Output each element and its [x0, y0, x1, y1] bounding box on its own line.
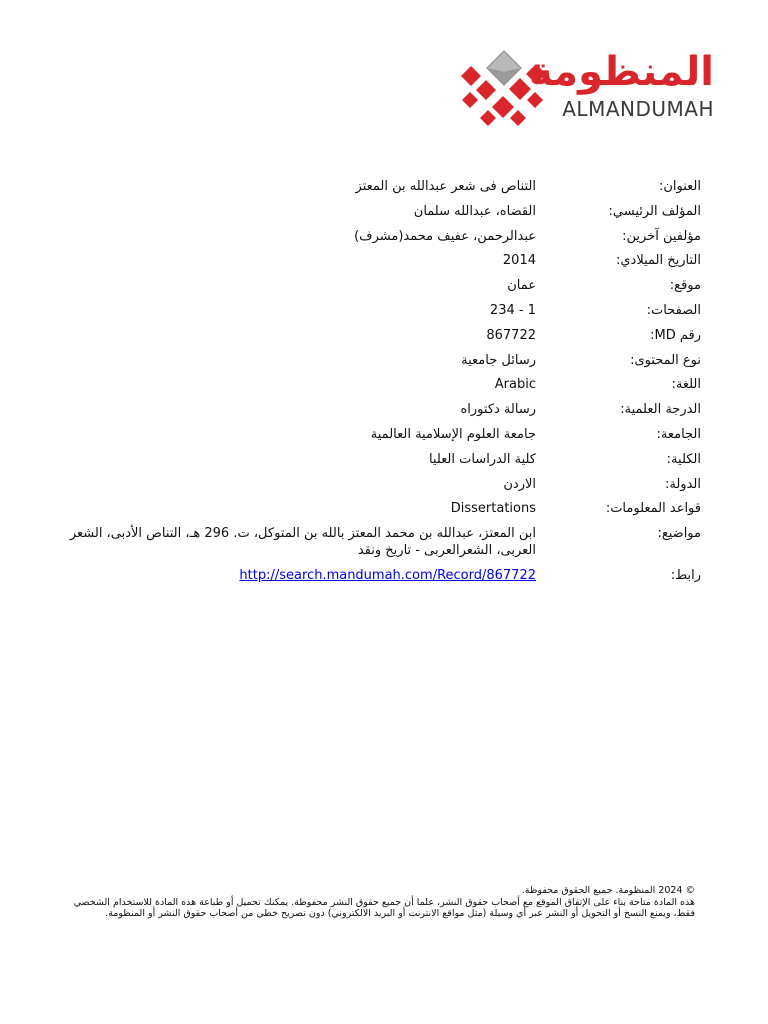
value-university: جامعة العلوم الإسلامية العالمية	[370, 426, 536, 442]
row-pages	[60, 302, 701, 319]
row-content-type	[60, 352, 701, 369]
record-metadata	[60, 178, 701, 592]
row-title	[60, 178, 701, 195]
row-main-author	[60, 203, 701, 220]
value-pages: 1 - 234	[489, 302, 536, 318]
label-university: الجامعة:	[656, 426, 701, 442]
label-language: اللغة:	[671, 377, 701, 393]
copyright-line: © 2024 المنظومة. جميع الحقوق محفوظة.	[521, 885, 695, 896]
value-main-author: القضاه، عبدالله سلمان	[413, 203, 536, 219]
copyright-footer	[54, 885, 695, 920]
value-other-authors: عبدالرحمن، عفيف محمد(مشرف)	[354, 228, 536, 244]
label-main-author: المؤلف الرئيسي:	[608, 203, 701, 219]
label-subjects: مواضيع:	[657, 526, 701, 542]
row-degree	[60, 401, 701, 418]
row-country	[60, 476, 701, 493]
value-md-number: 867722	[486, 327, 536, 343]
label-country: الدولة:	[665, 476, 701, 492]
logo-latin-text: ALMANDUMAH	[562, 97, 714, 121]
label-content-type: نوع المحتوى:	[630, 352, 701, 368]
label-other-authors: مؤلفين آخرين:	[622, 228, 701, 244]
value-subjects: ابن المعتز، عبدالله بن محمد المعتز بالله بن المتوكل، ت. 296 هـ، التناص الأدبى، الشعر العربى، الشعرالعربى - تاريخ ونقد	[69, 526, 536, 559]
almandumah-logo	[456, 48, 718, 130]
label-degree: الدرجة العلمية:	[620, 402, 701, 418]
label-pages: الصفحات:	[646, 302, 701, 318]
record-link[interactable]: http://search.mandumah.com/Record/867722	[239, 567, 536, 583]
usage-notice: هذه المادة متاحة بناء على الإتفاق الموقع مع أصحاب حقوق النشر، علما أن جميع حقوق النشر محفوظة. يمكنك تحميل أو طباعة هذه المادة للاستخدام الشخصي فقط، ويمنع النسخ أو التحويل أو النشر عبر أي وسيلة (مثل مواقع الانترنت أو البريد الالكتروني) دون تصريح خطي من أصحاب حقوق النشر أو المنظومة.	[73, 896, 695, 920]
row-subjects	[60, 525, 701, 559]
row-year	[60, 252, 701, 269]
row-university	[60, 426, 701, 443]
label-college: الكلية:	[666, 451, 701, 467]
value-college: كلية الدراسات العليا	[428, 451, 536, 467]
value-language: Arabic	[494, 377, 536, 393]
label-location: موقع:	[669, 278, 701, 294]
label-md-number: رقم MD:	[650, 327, 701, 343]
value-link	[60, 567, 536, 584]
row-location	[60, 277, 701, 294]
value-content-type: رسائل جامعية	[461, 352, 536, 368]
row-md-number	[60, 327, 701, 344]
row-language	[60, 376, 701, 393]
row-link	[60, 567, 701, 584]
row-databases	[60, 500, 701, 517]
row-college	[60, 451, 701, 468]
logo-arabic-text: المنظومة	[529, 49, 714, 95]
value-title: التناص فى شعر عبدالله بن المعتز	[355, 179, 536, 194]
label-title: العنوان:	[658, 179, 701, 194]
value-databases: Dissertations	[450, 501, 536, 517]
value-year: 2014	[502, 253, 536, 269]
value-location: عمان	[507, 278, 536, 294]
value-country: الاردن	[503, 476, 536, 492]
row-other-authors	[60, 228, 701, 245]
value-degree: رسالة دكتوراه	[460, 402, 536, 418]
label-databases: قواعد المعلومات:	[605, 501, 701, 517]
label-year: التاريخ الميلادي:	[616, 253, 701, 269]
label-link: رابط:	[670, 567, 701, 583]
